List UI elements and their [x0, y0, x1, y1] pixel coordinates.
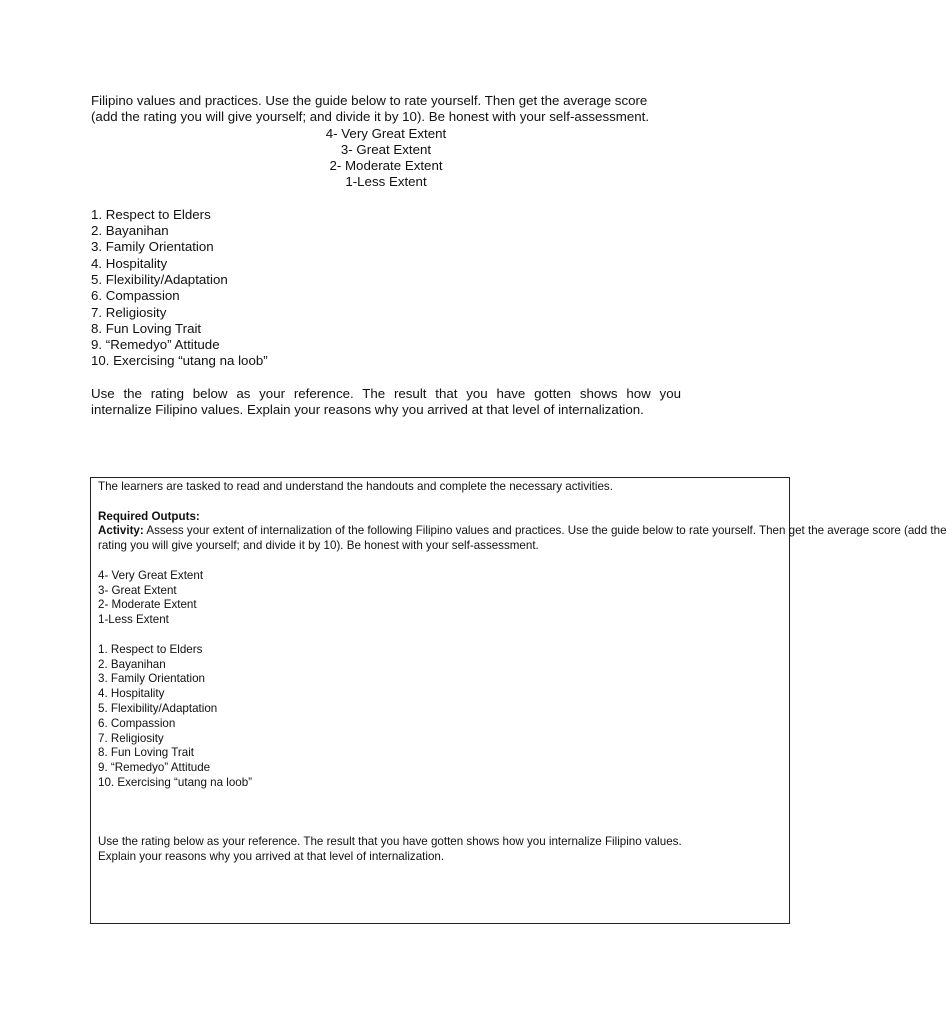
- list-item: 2. Bayanihan: [91, 223, 169, 239]
- activity-line-2: rating you will give yourself; and divide it by 10). Be honest with your self-assessment.: [98, 539, 539, 553]
- list-item: 1. Respect to Elders: [98, 642, 203, 656]
- list-item: 2. Bayanihan: [98, 657, 166, 671]
- list-item: 5. Flexibility/Adaptation: [98, 701, 218, 715]
- list-item: 1. Respect to Elders: [91, 206, 211, 222]
- box-reference-line-2: Explain your reasons why you arrived at that level of internalization.: [98, 849, 445, 863]
- list-item: 4. Hospitality: [98, 687, 165, 701]
- list-item: 8. Fun Loving Trait: [98, 746, 195, 760]
- scale-item: 1-Less Extent: [345, 174, 427, 190]
- list-item: 7. Religiosity: [91, 304, 167, 320]
- activity-box: [90, 477, 947, 924]
- top-instructions: [91, 93, 681, 418]
- intro-line-2: (add the rating you will give yourself; and divide it by 10). Be honest with your self-assessment.: [91, 109, 650, 125]
- reference-line-2: internalize Filipino values. Explain your reasons why you arrived at that level of internalization.: [91, 402, 644, 418]
- scale-item: 1-Less Extent: [98, 613, 169, 627]
- scale-item: 3- Great Extent: [98, 583, 177, 597]
- list-item: 3. Family Orientation: [91, 239, 214, 255]
- scale-item: 3- Great Extent: [340, 141, 432, 157]
- activity-label: Activity:: [98, 524, 144, 538]
- values-list: [91, 207, 681, 370]
- list-item: 6. Compassion: [98, 716, 176, 730]
- list-item: 10. Exercising “utang na loob”: [98, 775, 253, 789]
- list-item: 9. “Remedyo” Attitude: [98, 761, 211, 775]
- scale-item: 2- Moderate Extent: [98, 598, 197, 612]
- box-reference-line-1: Use the rating below as your reference. The result that you have gotten shows how you internalize Filipino values.: [98, 835, 682, 849]
- list-item: 10. Exercising “utang na loob”: [91, 353, 268, 369]
- rating-scale: [91, 126, 681, 191]
- list-item: 4. Hospitality: [91, 255, 168, 271]
- list-item: 9. “Remedyo” Attitude: [91, 337, 220, 353]
- reference-line-1: Use the rating below as your reference. The result that you have gotten shows how you: [91, 385, 681, 401]
- intro-line-1: Filipino values and practices. Use the guide below to rate yourself. Then get the average score: [91, 93, 648, 108]
- scale-item: 2- Moderate Extent: [329, 158, 443, 174]
- list-item: 6. Compassion: [91, 288, 180, 304]
- list-item: 3. Family Orientation: [98, 672, 205, 686]
- required-outputs-heading: Required Outputs:: [98, 509, 200, 523]
- task-line: The learners are tasked to read and understand the handouts and complete the necessary activities.: [98, 480, 613, 493]
- activity-text: Assess your extent of internalization of the following Filipino values and practices. Use the guide below to rate yourself. Then get the average score (add the: [143, 524, 947, 538]
- activity-box-content: [98, 480, 947, 865]
- scale-item: 4- Very Great Extent: [98, 568, 204, 582]
- reference-paragraph: [91, 386, 681, 419]
- scale-item: 4- Very Great Extent: [325, 125, 447, 141]
- list-item: 5. Flexibility/Adaptation: [91, 271, 228, 287]
- list-item: 8. Fun Loving Trait: [91, 320, 202, 336]
- list-item: 7. Religiosity: [98, 731, 164, 745]
- activity-line-1: [98, 524, 947, 539]
